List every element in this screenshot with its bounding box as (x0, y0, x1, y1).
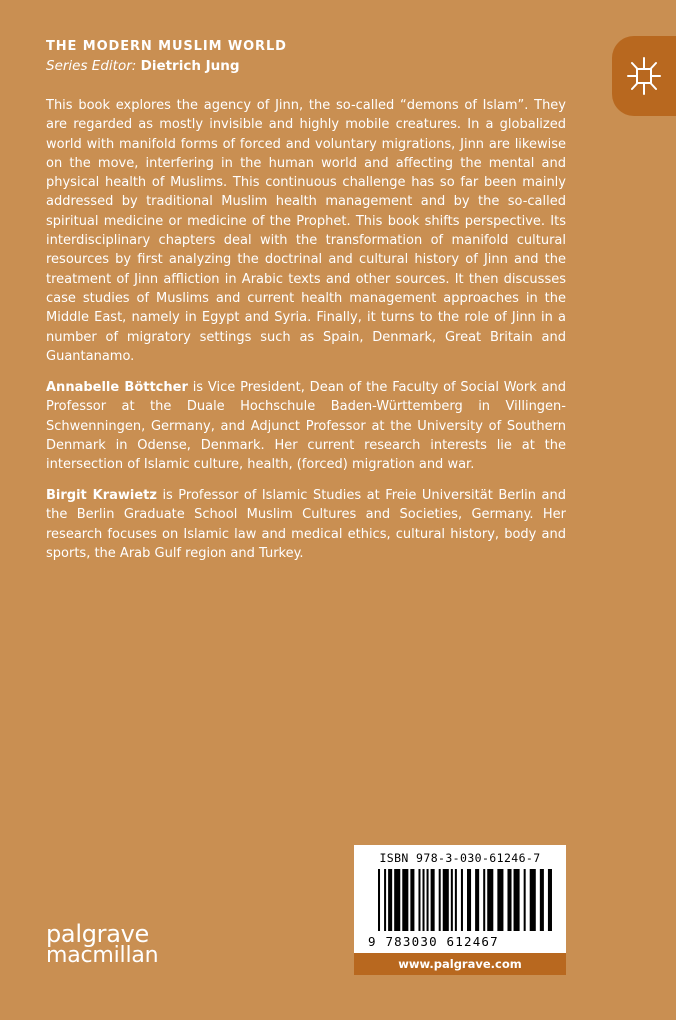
series-title: THE MODERN MUSLIM WORLD (46, 39, 287, 54)
author-bio-text-2: is Professor of Islamic Studies at Freie Universität Berlin and the Berlin Graduate School Muslim Cultures and Societies, Germany. Her research focuses on Islamic law and medical ethics, cultural history, body and sports, the Arab Gulf region and Turkey. (46, 488, 566, 561)
publisher-website[interactable]: www.palgrave.com (354, 953, 566, 975)
barcode-bar (410, 869, 414, 931)
barcode-bar (483, 869, 485, 931)
author-bio-2 (46, 486, 566, 563)
barcode-box (354, 845, 566, 953)
barcode-bar (487, 869, 493, 931)
barcode-bar (540, 869, 544, 931)
publisher-name-line1: palgrave (46, 920, 149, 948)
barcode-bar (455, 869, 457, 931)
barcode-bar (507, 869, 511, 931)
barcode-bar (378, 869, 380, 931)
barcode-bar (548, 869, 552, 931)
publisher-name-line2: macmillan (46, 943, 159, 968)
barcode-bar (451, 869, 453, 931)
barcode-bar (514, 869, 520, 931)
barcode-bar (467, 869, 471, 931)
barcode-bar (418, 869, 420, 931)
author-bio-1 (46, 378, 566, 474)
barcode-bar (388, 869, 392, 931)
barcode-bar (530, 869, 536, 931)
publisher-logo (46, 920, 159, 968)
barcode-bar (402, 869, 408, 931)
author-bio-text-1: is Vice President, Dean of the Faculty of Social Work and Professor at the Duale Hochschule Baden-Württemberg in Villingen-Schwenningen, Germany, and Adjunct Professor at the University of Southern Denmark in Odense, Denmark. Her current research interests lie at the intersection of Islamic culture, health, (forced) migration and war. (46, 380, 566, 473)
series-editor-label: Series Editor: (46, 58, 137, 74)
palgrave-logo-tab (612, 36, 676, 116)
author-name-2: Birgit Krawietz (46, 488, 157, 503)
ean-digits: 9 783030 612467 (368, 934, 499, 949)
barcode-bar (461, 869, 463, 931)
barcode-bar (443, 869, 449, 931)
barcode-bar (384, 869, 386, 931)
barcode-bar (475, 869, 479, 931)
barcode-bar (497, 869, 503, 931)
author-name-1: Annabelle Böttcher (46, 380, 188, 395)
palgrave-logo-icon (626, 54, 662, 98)
barcode-bar (423, 869, 425, 931)
series-block (46, 38, 287, 76)
barcode-bar (524, 869, 526, 931)
barcode-bar (394, 869, 400, 931)
barcode-bar (427, 869, 429, 931)
barcode-bar (431, 869, 435, 931)
book-description: This book explores the agency of Jinn, the so-called “demons of Islam”. They are regarded as mostly invisible and highly mobile creatures. In a globalized world with manifold forms of forced and voluntary migrations, Jinn are likewise on the move, interfering in the human world and affecting the mental and physical health of Muslims. This continuous challenge has so far been mainly addressed by traditional Muslim health management and by the so-called spiritual medicine or medicine of the Prophet. This book shifts perspective. Its interdisciplinary chapters deal with the transformation of manifold cultural resources by first analyzing the doctrinal and cultural history of Jinn and the treatment of Jinn affliction in Arabic texts and other sources. It then discusses case studies of Muslims and current health management approaches in the Middle East, namely in Egypt and Syria. Finally, it turns to the role of Jinn in a number of migratory settings such as Spain, Denmark, Great Britain and Guantanamo. (46, 98, 566, 364)
series-editor-name: Dietrich Jung (140, 58, 240, 74)
barcode-bar (439, 869, 441, 931)
series-editor (46, 56, 287, 76)
barcode-graphic (378, 869, 558, 935)
isbn-text: ISBN 978-3-030-61246-7 (379, 851, 541, 865)
